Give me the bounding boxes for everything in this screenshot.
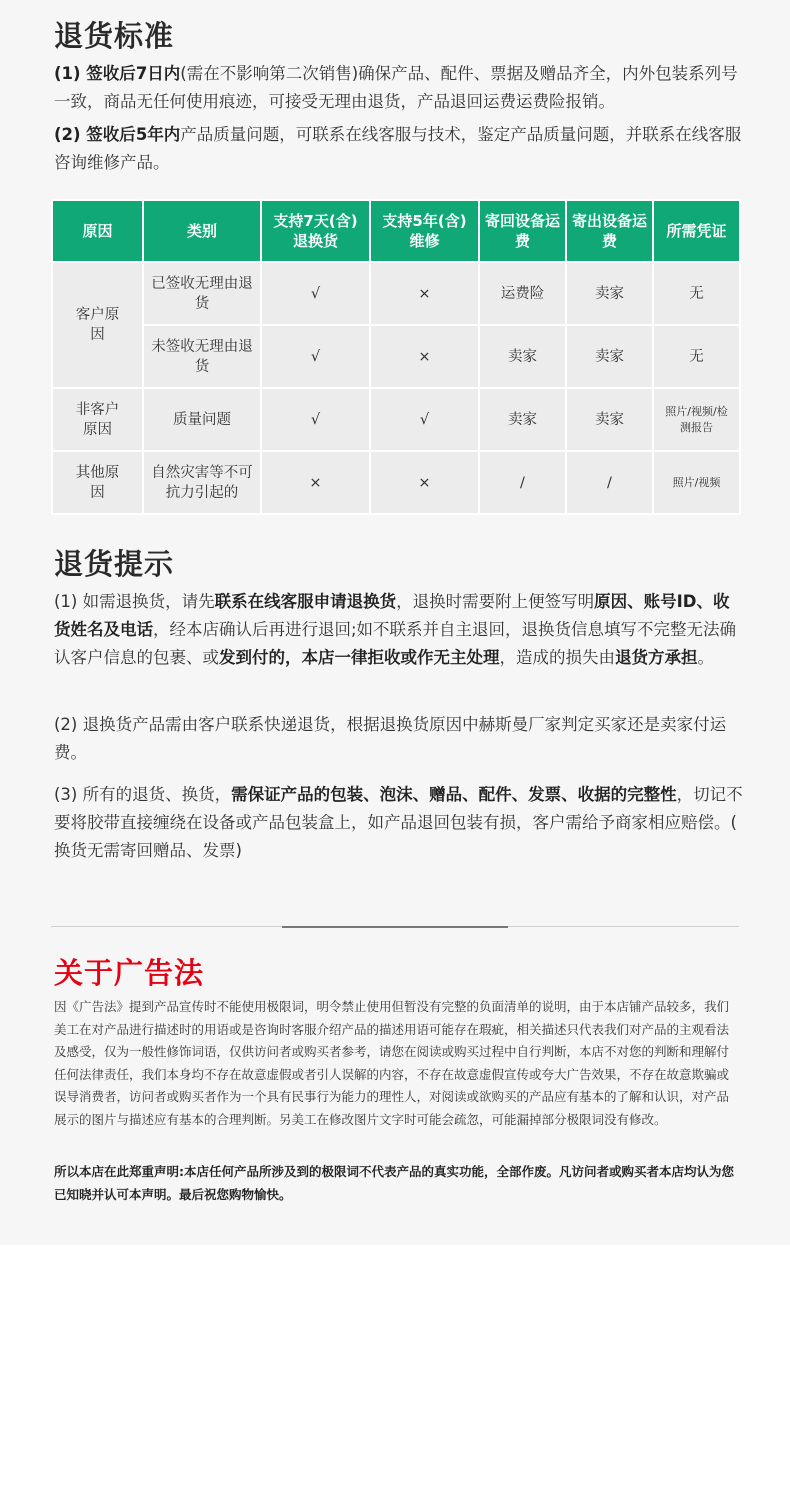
ad-law-title: 关于广告法 xyxy=(54,956,205,990)
return-policy-table xyxy=(51,199,741,515)
standard-p2-highlight: 5年内 xyxy=(135,125,181,144)
tips-p1-bold: 退货方承担 xyxy=(615,648,698,667)
ad-law-statement: 所以本店在此郑重声明:本店任何产品所涉及到的极限词不代表产品的真实功能，全部作废。凡访问者或购买者本店均认为您已知晓并认可本声明。最后祝您购物愉快。 xyxy=(54,1164,735,1202)
table-row xyxy=(52,451,740,514)
reason-cell: 非客户原因 xyxy=(52,388,143,451)
return-shipping-cell: 运费险 xyxy=(479,262,566,325)
tips-p1-bold: 发到付的，本店一律拒收或作无主处理 xyxy=(219,648,500,667)
tips-paragraph-2: (2) 退换货产品需由客户联系快递退货，根据退换货原因中赫斯曼厂家判定买家还是卖家付运费。 xyxy=(54,715,727,762)
reason-cell: 客户原因 xyxy=(52,262,143,388)
tips-paragraph-3 xyxy=(54,781,744,865)
standard-p1-highlight: 7日内 xyxy=(135,64,181,83)
send-shipping-cell: 卖家 xyxy=(566,262,653,325)
send-shipping-cell: / xyxy=(566,451,653,514)
tips-p1-text: ，退换时需要附上便签写明 xyxy=(396,592,595,611)
seven-day-cell: × xyxy=(261,451,370,514)
ad-law-text: 因《广告法》提到产品宣传时不能使用极限词，明令禁止使用但暂没有完整的负面清单的说明，由于本店铺产品较多，我们美工在对产品进行描述时的用语或是咨询时客服介绍产品的描述用语可能存在瑕疵，相关描述只代表我们对产品的主观看法及感受，仅为一般性修饰词语，仅供访问者或购买者参考，请您在阅读或购买过程中自行判断，本店不对您的判断和理解付任何法律责任，我们本身均不存在故意虚假或者引人误解的内容，不存在故意虚假宣传或夸大广告效果，不存在故意欺骗或误导消费者，访问者或购买者作为一个具有民事行为能力的理性人，对阅读或欲购买的产品应有基本的了解和认识，对产品展示的图片与描述应有基本的合理判断。另美工在修改图片文字时可能会疏忽，可能漏掉部分极限词没有修改。 xyxy=(54,999,730,1127)
section-divider-accent xyxy=(282,926,508,928)
tips-p3-text: (3) 所有的退货、换货， xyxy=(54,785,232,804)
five-year-cell: × xyxy=(370,325,479,388)
five-year-cell: × xyxy=(370,262,479,325)
proof-cell: 照片/视频 xyxy=(653,451,740,514)
five-year-cell: × xyxy=(370,451,479,514)
return-shipping-cell: 卖家 xyxy=(479,325,566,388)
category-cell: 已签收无理由退货 xyxy=(143,262,261,325)
send-shipping-cell: 卖家 xyxy=(566,325,653,388)
table-header-cell: 寄出设备运费 xyxy=(566,200,653,262)
table-header-cell: 原因 xyxy=(52,200,143,262)
category-cell: 未签收无理由退货 xyxy=(143,325,261,388)
proof-cell: 无 xyxy=(653,262,740,325)
table-header-cell: 支持7天(含)退换货 xyxy=(261,200,370,262)
category-cell: 自然灾害等不可抗力引起的 xyxy=(143,451,261,514)
seven-day-cell: √ xyxy=(261,388,370,451)
table-header-cell: 所需凭证 xyxy=(653,200,740,262)
return-shipping-cell: / xyxy=(479,451,566,514)
proof-cell: 照片/视频/检测报告 xyxy=(653,388,740,451)
tips-p3-bold: 需保证产品的包装、泡沫、赠品、配件、发票、收据的完整性 xyxy=(231,785,677,804)
tips-p1-text: ，造成的损失由 xyxy=(499,648,615,667)
tips-p1-text: 。 xyxy=(697,648,714,667)
five-year-cell: √ xyxy=(370,388,479,451)
standard-p1-lead: (1) 签收后 xyxy=(54,64,136,83)
standard-p2-lead: (2) 签收后 xyxy=(54,125,136,144)
return-shipping-cell: 卖家 xyxy=(479,388,566,451)
tips-p1-bold: 原因、账号ID、收货姓名及电话 xyxy=(54,592,730,639)
tips-p1-text: (1) 如需退换货，请先 xyxy=(54,592,215,611)
tips-p1-text: ，经本店确认后再进行退回;如不联系并自主退回，退换货信息填写不完整无法确认客户信息的包裹、或 xyxy=(54,620,737,667)
reason-cell: 其他原因 xyxy=(52,451,143,514)
send-shipping-cell: 卖家 xyxy=(566,388,653,451)
return-standard-title: 退货标准 xyxy=(54,19,175,53)
standard-p2-body: 产品质量问题，可联系在线客服与技术，鉴定产品质量问题，并联系在线客服咨询维修产品。 xyxy=(54,125,742,172)
proof-cell: 无 xyxy=(653,325,740,388)
table-row xyxy=(52,325,740,388)
table-row xyxy=(52,262,740,325)
table-row xyxy=(52,388,740,451)
category-cell: 质量问题 xyxy=(143,388,261,451)
standard-p1-body: (需在不影响第二次销售)确保产品、配件、票据及赠品齐全，内外包装系列号一致，商品无任何使用痕迹，可接受无理由退货，产品退回运费运费险报销。 xyxy=(54,64,738,111)
table-header-cell: 支持5年(含)维修 xyxy=(370,200,479,262)
tips-p3-text: ，切记不要将胶带直接缠绕在设备或产品包装盒上，如产品退回包装有损，客户需给予商家相应赔偿。( 换货无需寄回赠品、发票) xyxy=(54,785,743,860)
tips-paragraph-1 xyxy=(54,588,744,672)
standard-paragraph-2 xyxy=(54,121,744,177)
table-header-cell: 类别 xyxy=(143,200,261,262)
seven-day-cell: √ xyxy=(261,262,370,325)
standard-paragraph-1 xyxy=(54,60,744,116)
table-header-row xyxy=(52,200,740,262)
seven-day-cell: √ xyxy=(261,325,370,388)
tips-p1-bold: 联系在线客服申请退换货 xyxy=(214,592,397,611)
return-tips-title: 退货提示 xyxy=(54,547,175,581)
table-header-cell: 寄回设备运费 xyxy=(479,200,566,262)
